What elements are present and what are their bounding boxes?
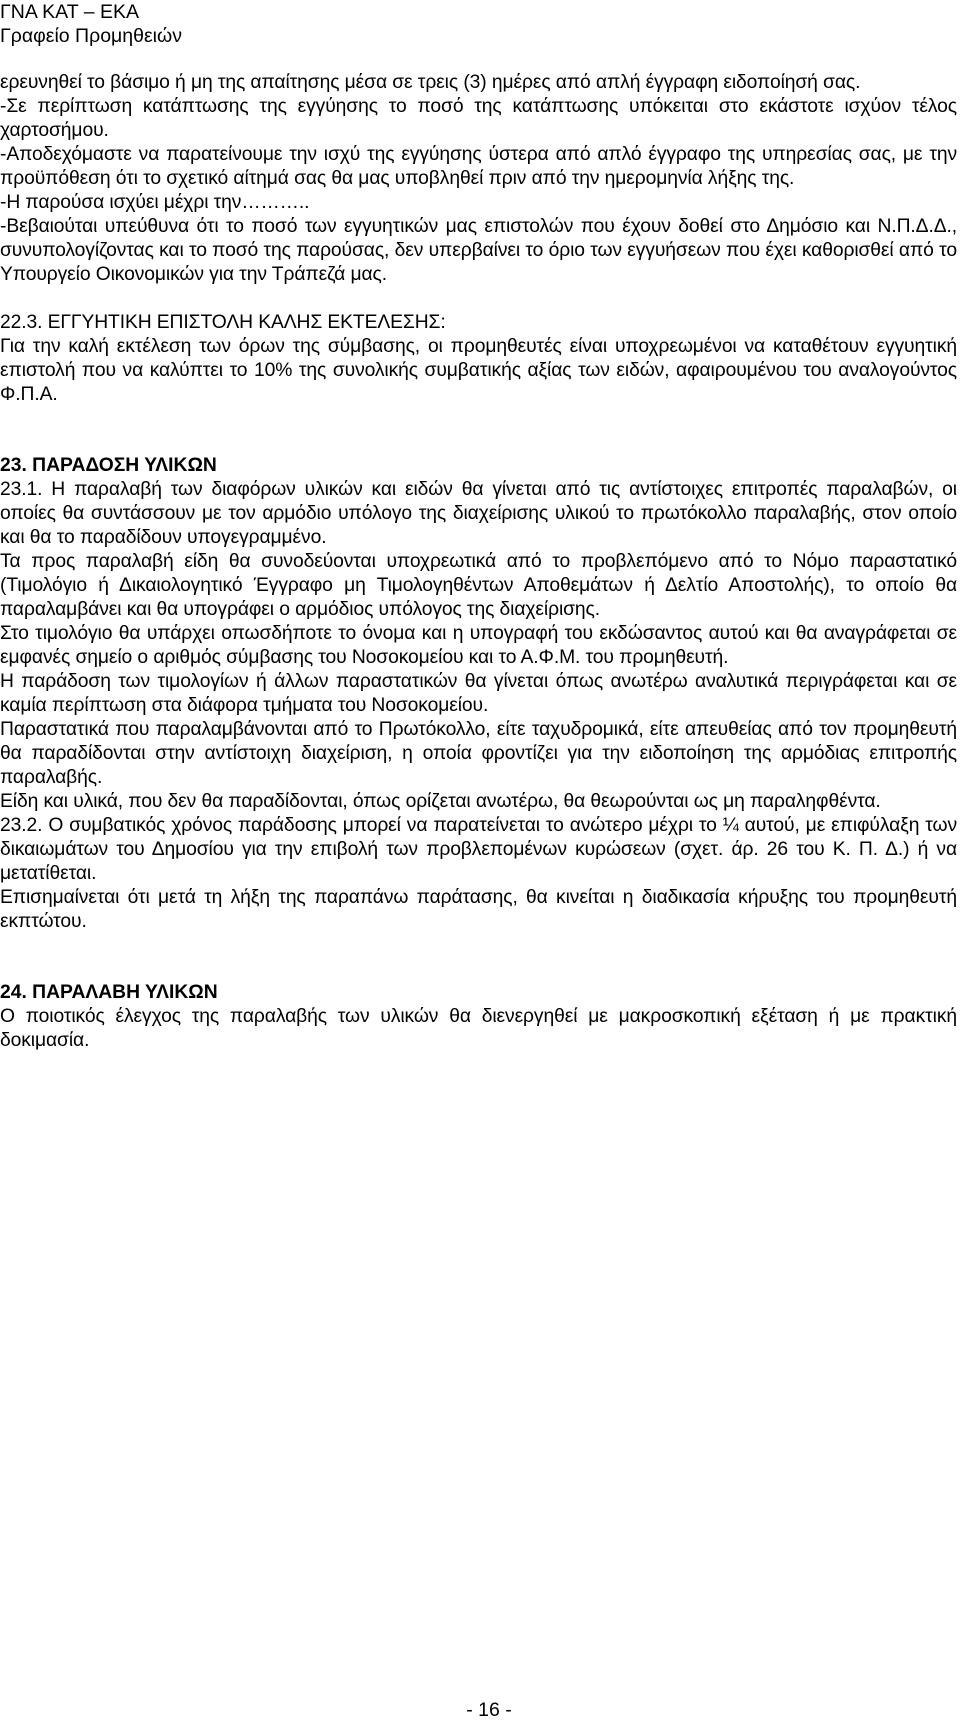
section-title-24: 24. ΠΑΡΑΛΑΒΗ ΥΛΙΚΩΝ (0, 982, 218, 1003)
paragraph-23-1: 23.1. Η παραλαβή των διαφόρων υλικών και ειδών θα γίνεται από τις αντίστοιχες επιτροπές παραλαβών, οι οποίες θα συντάσσουν με τον αρμόδιο υπόλογο της διαχείρισης υλικού το πρωτόκολλο παραλαβής, στον οποίο και θα το παραδίδουν υπογεγραμμένο. (0, 479, 957, 548)
paragraph-extension: -Αποδεχόμαστε να παρατείνουμε την ισχύ της εγγύησης ύστερα από απλό έγγραφο της υπηρεσίας σας, με την προϋπόθεση ότι το σχετικό αίτημά σας θα μας υποβληθεί πριν από την ημερομηνία λήξης της. (0, 144, 957, 189)
header-department: Γραφείο Προμηθειών (0, 25, 182, 47)
paragraph-investigation: ερευνηθεί το βάσιμο ή μη της απαίτησης μέσα σε τρεις (3) ημέρες από απλή έγγραφη ειδοποίησή σας. (0, 72, 861, 93)
section-title-23: 23. ΠΑΡΑΔΟΣΗ ΥΛΙΚΩΝ (0, 455, 217, 476)
paragraph-23-forfeit: Επισημαίνεται ότι μετά τη λήξη της παραπάνω παράτασης, θα κινείται η διαδικασία κήρυξης του προμηθευτή εκπτώτου. (0, 887, 957, 932)
paragraph-certification: -Βεβαιούται υπεύθυνα ότι το ποσό των εγγυητικών μας επιστολών που έχουν δοθεί στο Δημόσιο και Ν.Π.Δ.Δ., συνυπολογίζοντας και το ποσό της παρούσας, δεν υπερβαίνει το όριο των εγγυήσεων που έχει καθορισθεί από το Υπουργείο Οικονομικών για την Τράπεζά μας. (0, 216, 957, 285)
paragraph-good-performance: Για την καλή εκτέλεση των όρων της σύμβασης, οι προμηθευτές είναι υποχρεωμένοι να καταθέτουν εγγυητική επιστολή που να καλύπτει το 10% της συνολικής συμβατικής αξίας των ειδών, αφαιρουμένου του αναλογούντος Φ.Π.Α. (0, 336, 957, 405)
paragraph-23-documents: Τα προς παραλαβή είδη θα συνοδεύονται υποχρεωτικά από το προβλεπόμενο από το Νόμο παραστατικό (Τιμολόγιο ή Δικαιολογητικό Έγγραφο μη Τιμολογηθέντων Αποθεμάτων ή Δελτίο Αποστολής), το οποίο θα παραλαμβάνει και θα υπογράφει ο αρμόδιος υπόλογος της διαχείρισης. (0, 551, 957, 620)
section-gap (0, 934, 957, 981)
paragraph-forfeiture: -Σε περίπτωση κατάπτωσης της εγγύησης το ποσό της κατάπτωσης υπόκειται στο εκάστοτε ισχύον τέλος χαρτοσήμου. (0, 96, 957, 141)
paragraph-23-invoice: Στο τιμολόγιο θα υπάρχει οπωσδήποτε το όνομα και η υπογραφή του εκδώσαντος αυτού και θα αναγράφεται σε εμφανές σημείο ο αριθμός σύμβασης του Νοσοκομείου και το Α.Φ.Μ. του προμηθευτή. (0, 623, 957, 668)
header-organization: ΓΝΑ ΚΑΤ – ΕΚΑ (0, 1, 139, 23)
heading-22-3: 22.3. ΕΓΓΥΗΤΙΚΗ ΕΠΙΣΤΟΛΗ ΚΑΛΗΣ ΕΚΤΕΛΕΣΗΣ: (0, 312, 446, 333)
paragraph-23-protocol: Παραστατικά που παραλαμβάνονται από το Πρωτόκολλο, είτε ταχυδρομικά, είτε απευθείας από τον προμηθευτή θα παραδίδονται στην αντίστοιχη διαχείριση, η οποία φροντίζει για την ειδοποίηση της αρμόδιας επιτροπής παραλαβής. (0, 719, 957, 788)
page-number: - 16 - (466, 1699, 512, 1721)
paragraph-24-quality: Ο ποιοτικός έλεγχος της παραλαβής των υλικών θα διενεργηθεί με μακροσκοπική εξέταση ή με πρακτική δοκιμασία. (0, 1006, 957, 1051)
paragraph-23-delivery: Η παράδοση των τιμολογίων ή άλλων παραστατικών θα γίνεται όπως ανωτέρω αναλυτικά περιγράφεται και σε καμία περίπτωση στα διάφορα τμήματα του Νοσοκομείου. (0, 671, 957, 716)
paragraph-validity: -Η παρούσα ισχύει μέχρι την……….. (0, 192, 310, 213)
document-header (0, 0, 182, 48)
section-gap (0, 407, 957, 454)
paragraph-23-2: 23.2. Ο συμβατικός χρόνος παράδοσης μπορεί να παρατείνεται το ανώτερο μέχρι το ¼ αυτού, με επιφύλαξη των δικαιωμάτων του Δημοσίου για την επιβολή των προβλεπομένων κυρώσεων (σχετ. άρ. 26 του Κ. Π. Δ.) ή να μετατίθεται. (0, 815, 957, 884)
spacer (0, 287, 957, 311)
paragraph-23-not-received: Είδη και υλικά, που δεν θα παραδίδονται, όπως ορίζεται ανωτέρω, θα θεωρούνται ως μη παραληφθέντα. (0, 791, 881, 812)
document-body (0, 71, 957, 1053)
